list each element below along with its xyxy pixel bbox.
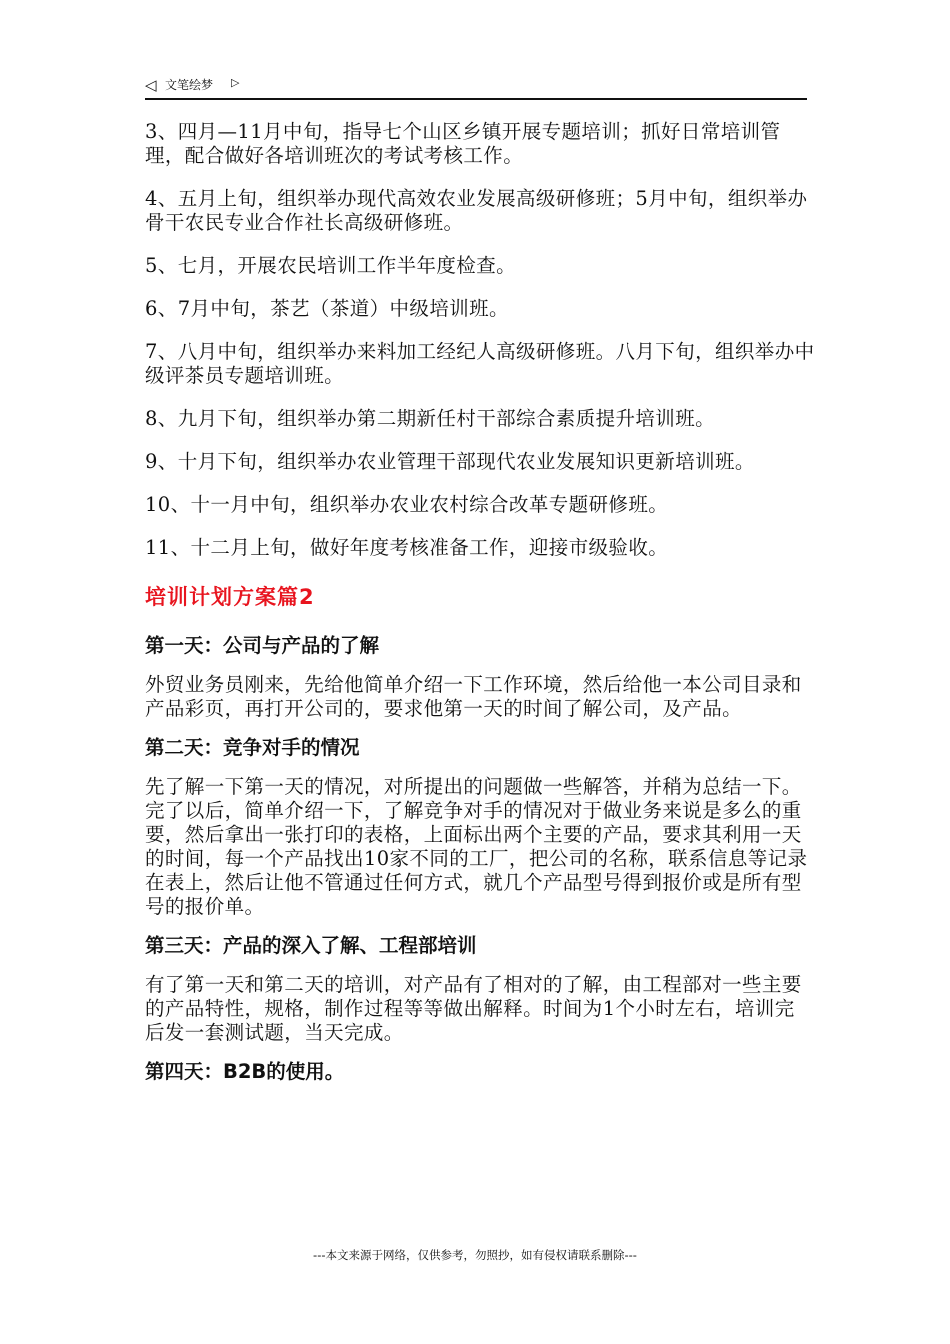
list-item: 9、十月下旬，组织举办农业管理干部现代农业发展知识更新培训班。 (145, 450, 755, 473)
day-4-title: 第四天：B2B的使用。 (145, 1060, 345, 1083)
day-2-title: 第二天：竞争对手的情况 (145, 736, 360, 759)
page-header (145, 74, 807, 100)
list-item: 3、四月—11月中旬，指导七个山区乡镇开展专题培训；抓好日常培训管理，配合做好各培训班次的考试考核工作。 (145, 120, 781, 167)
list-item: 6、7月中旬，茶艺（茶道）中级培训班。 (145, 297, 509, 320)
day-2-text: 先了解一下第一天的情况，对所提出的问题做一些解答，并稍为总结一下。完了以后，简单介绍一下，了解竞争对手的情况对于做业务来说是多么的重要，然后拿出一张打印的表格，上面标出两个主要的产品，要求其利用一天的时间，每一个产品找出10家不同的工厂，把公司的名称，联系信息等记录在表上，然后让他不管通过任何方式，就几个产品型号得到报价或是所有型号的报价单。 (145, 775, 808, 918)
triangle-left-icon: ◁ (145, 76, 157, 94)
list-item: 11、十二月上旬，做好年度考核准备工作，迎接市级验收。 (145, 536, 669, 559)
list-item: 10、十一月中旬，组织举办农业农村综合改革专题研修班。 (145, 493, 669, 516)
day-3-text: 有了第一天和第二天的培训，对产品有了相对的了解，由工程部对一些主要的产品特性，规格，制作过程等等做出解释。时间为1个小时左右，培训完后发一套测试题，当天完成。 (145, 973, 802, 1044)
section-title: 培训计划方案篇2 (145, 585, 315, 609)
footer-disclaimer: ---本文来源于网络，仅供参考，勿照抄，如有侵权请联系删除--- (313, 1248, 637, 1262)
day-3-title: 第三天：产品的深入了解、工程部培训 (145, 934, 477, 957)
list-item: 5、七月，开展农民培训工作半年度检查。 (145, 254, 517, 277)
day-1-text: 外贸业务员刚来，先给他简单介绍一下工作环境，然后给他一本公司目录和产品彩页，再打开公司的，要求他第一天的时间了解公司，及产品。 (145, 673, 802, 720)
day-1-title: 第一天：公司与产品的了解 (145, 634, 380, 657)
document-body (145, 120, 820, 1099)
triangle-right-icon: ▷ (231, 76, 240, 89)
header-title: 文笔绘梦 (165, 78, 214, 92)
list-item: 7、八月中旬，组织举办来料加工经纪人高级研修班。八月下旬，组织举办中级评茶员专题培训班。 (145, 340, 815, 387)
list-item: 8、九月下旬，组织举办第二期新任村干部综合素质提升培训班。 (145, 407, 716, 430)
list-item: 4、五月上旬，组织举办现代高效农业发展高级研修班；5月中旬，组织举办骨干农民专业合作社长高级研修班。 (145, 187, 808, 234)
